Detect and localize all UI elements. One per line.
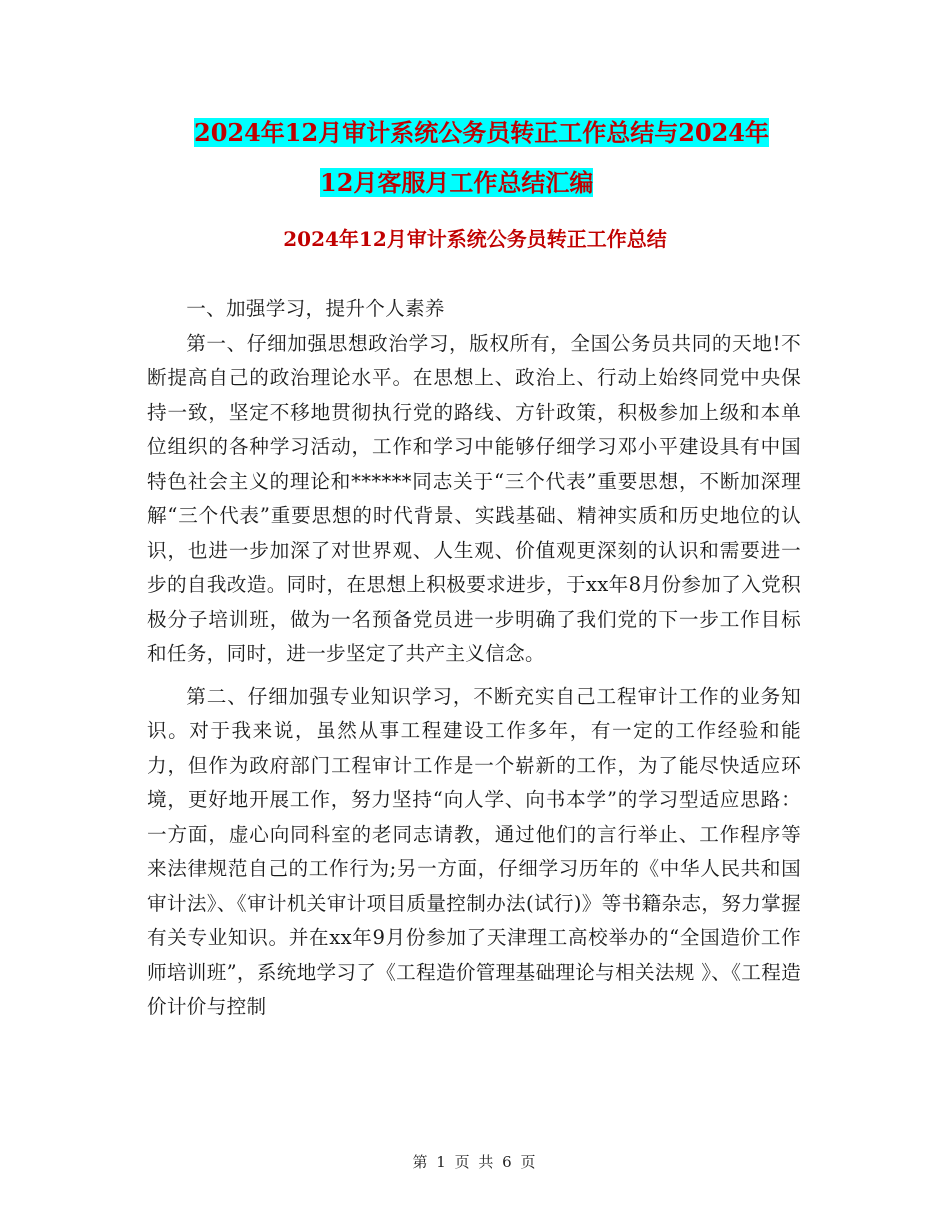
section-title: 2024年12月审计系统公务员转正工作总结	[283, 227, 667, 251]
document-title	[150, 108, 800, 208]
page-footer: 第 1 页 共 6 页	[412, 1153, 538, 1171]
section-heading: 一、加强学习，提升个人素养	[186, 297, 445, 320]
paragraph: 第二、仔细加强专业知识学习，不断充实自己工程审计工作的业务知识。对于我来说，虽然从事工程建设工作多年，有一定的工作经验和能力，但作为政府部门工程审计工作是一个崭新的工作，为了能尽快适应环境，更好地开展工作，努力坚持“向人学、向书本学”的学习型适应思路：一方面，虚心向同科室的老同志请教，通过他们的言行举止、工作程序等来法律规范自己的工作行为;另一方面，仔细学习历年的《中华人民共和国审计法》、《审计机关审计项目质量控制办法(试行)》等书籍杂志，努力掌握有关专业知识。并在xx年9月份参加了天津理工高校举办的“全国造价工作师培训班”，系统地学习了《工程造价管理基础理论与相关法规 》、《工程造价计价与控制	[147, 684, 801, 1018]
document-title-line-2: 12月客服月工作总结汇编	[320, 168, 594, 197]
document-title-line-1: 2024年12月审计系统公务员转正工作总结与2024年	[194, 118, 769, 147]
document-body	[147, 292, 801, 1025]
paragraph: 第一、仔细加强思想政治学习，版权所有，全国公务员共同的天地!不断提高自己的政治理论水平。在思想上、政治上、行动上始终同党中央保持一致，坚定不移地贯彻执行党的路线、方针政策，积极参加上级和本单位组织的各种学习活动，工作和学习中能够仔细学习邓小平建设具有中国特色社会主义的理论和******同志关于“三个代表”重要思想，不断加深理解“三个代表”重要思想的时代背景、实践基础、精神实质和历史地位的认识，也进一步加深了对世界观、人生观、价值观更深刻的认识和需要进一步的自我改造。同时，在思想上积极要求进步，于xx年8月份参加了入党积极分子培训班，做为一名预备党员进一步明确了我们党的下一步工作目标和任务，同时，进一步坚定了共产主义信念。	[147, 331, 801, 665]
